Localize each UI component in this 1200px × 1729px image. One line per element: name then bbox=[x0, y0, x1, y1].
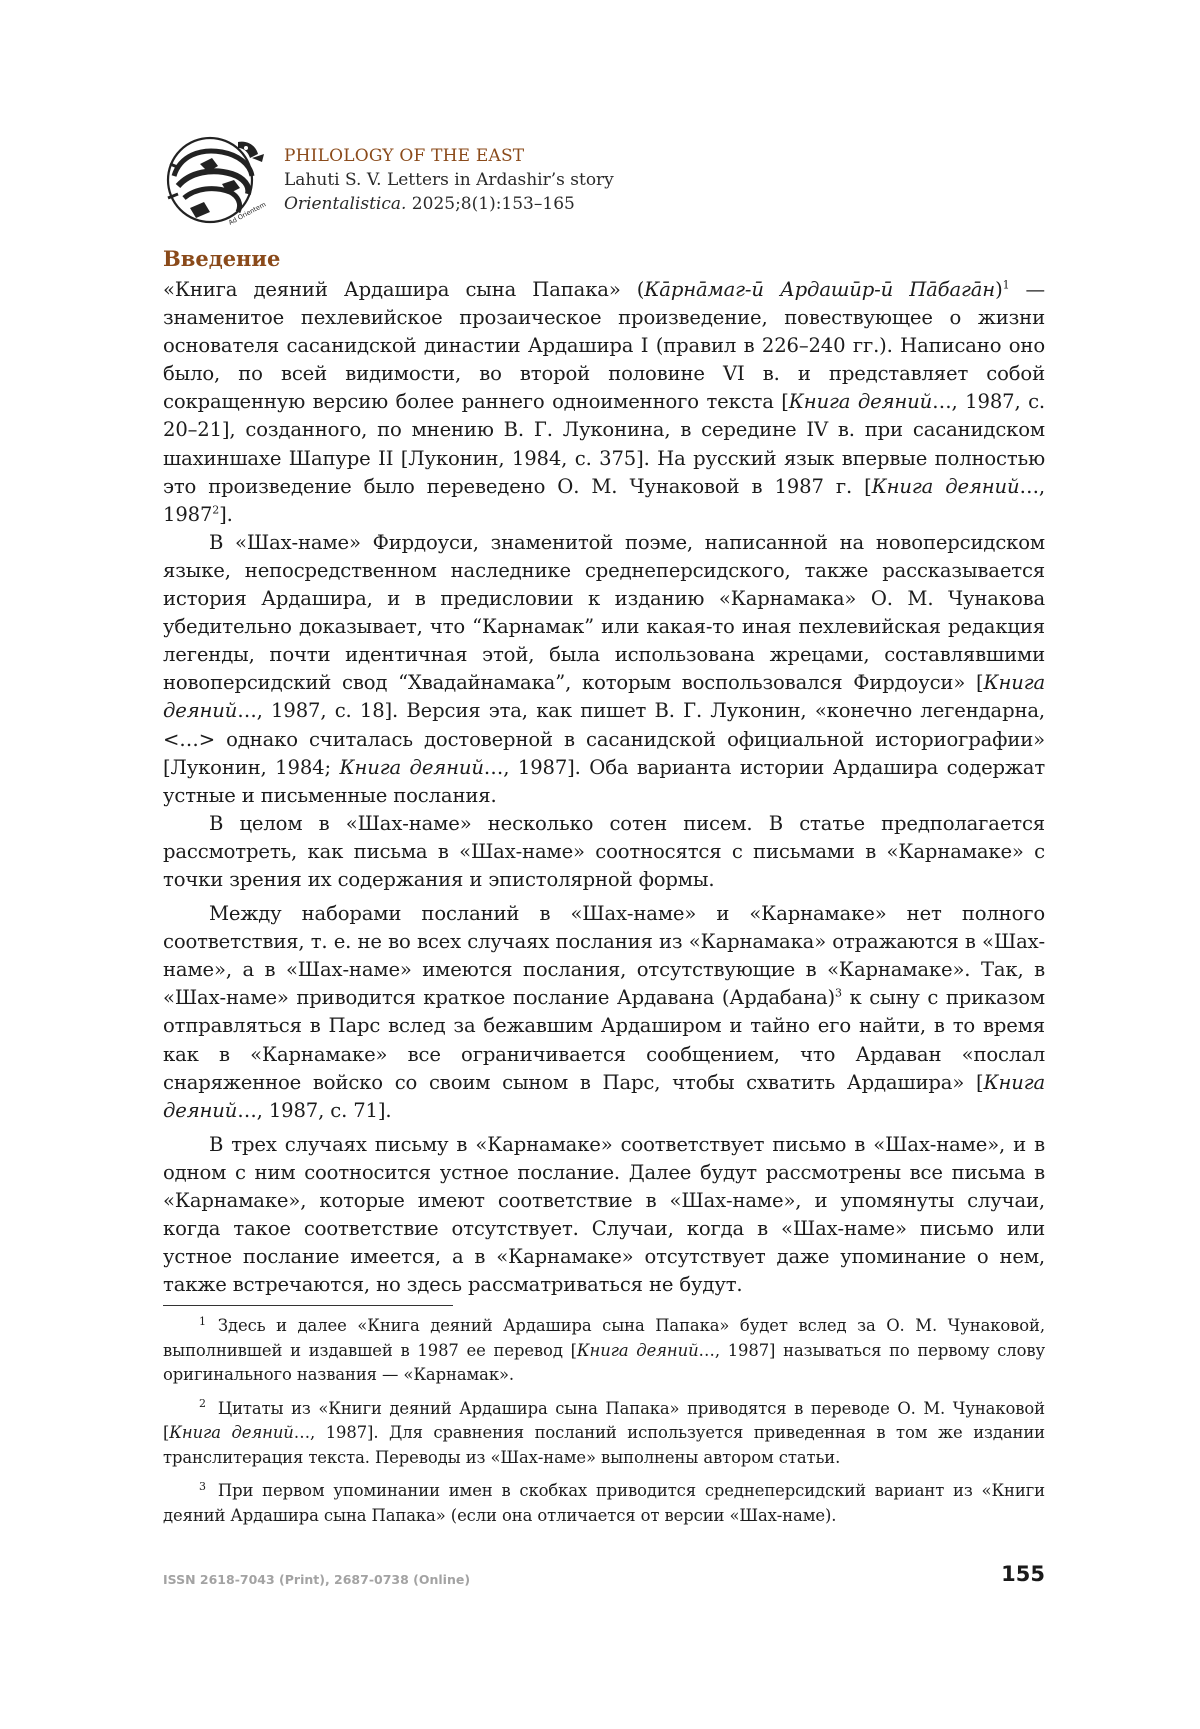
footnotes bbox=[163, 1305, 1045, 1537]
article-body bbox=[163, 244, 1045, 1299]
text-run: …, 1987, с. 20–21], созданного, по мнению В. Г. Луконина, в середине IV в. при сасанидском шахиншахе Шапуре II [Луконин, 1984, с. 375]. На русский язык впервые полностью это произведение было переведено О. М. Чунаковой в 1987 г. [ bbox=[163, 390, 1045, 498]
text-run: …, 1987]. Оба варианта истории Ардашира содержат устные и письменные послания. bbox=[163, 755, 1046, 807]
journal-logo-icon bbox=[160, 128, 268, 228]
italic-citation: Книга деяний bbox=[871, 474, 1020, 498]
footnote-ref-2[interactable]: 2 bbox=[212, 503, 220, 517]
italic-title: Кāрнāмаг-ӣ Ардашӣр-ӣ Пāбагāн bbox=[644, 278, 996, 301]
footnote-ref-1[interactable]: 1 bbox=[1002, 278, 1010, 292]
citation-line bbox=[284, 192, 614, 216]
logo-text: Ad Orientem bbox=[227, 200, 268, 227]
footnote-1 bbox=[163, 1314, 1045, 1388]
text-run: …, 1987, с. 18]. Версия эта, как пишет В. Г. Луконин, «конечно легендарна, <…> однако считалась достоверной в сасанидской официальной историографии» [Луконин, 1984; bbox=[163, 699, 1045, 779]
text-run: В «Шах-наме» Фирдоуси, знаменитой поэме, написанной на новоперсидском языке, непосредственном наследнике среднеперсидского, также рассказывается история Ардашира, и в предисловии к изданию «Карнамака» О. М. Чунакова убедительно доказывает, что “Карнамак” или какая-то иная пехлевийская редакция легенды, почти идентичная этой, была использована жрецами, составлявшими новоперсидский свод “Хвадайнамака”, которым воспользовался Фирдоуси» [ bbox=[163, 530, 1045, 695]
text-run: …, 1987, с. 71]. bbox=[237, 1098, 392, 1122]
paragraph-3: В целом в «Шах-наме» несколько сотен писем. В статье предполагается рассмотреть, как письма в «Шах-наме» соотносятся с письмами в «Карнамаке» с точки зрения их содержания и эпистолярной формы. bbox=[163, 811, 1045, 891]
italic-citation: Книга деяний bbox=[163, 1070, 1045, 1122]
text-run: — знаменитое пехлевийское прозаическое произведение, повествующее о жизни основателя сасанидской династии Ардашира I (правил в 226–240 гг.). Написано оно было, по всей видимости, во второй половине VI в. и представляет собой сокращенную версию более раннего одноименного текста [ bbox=[163, 278, 1045, 414]
footnote-2 bbox=[163, 1397, 1045, 1471]
article-title: Lahuti S. V. Letters in Ardashir’s story bbox=[284, 170, 614, 190]
citation-details: 2025;8(1):153–165 bbox=[406, 194, 575, 214]
footnote-3 bbox=[163, 1479, 1045, 1528]
italic-citation: Книга деяний bbox=[788, 390, 933, 414]
text-run: При первом упоминании имен в скобках приводится среднеперсидский вариант из «Книги деяний Ардашира сына Папака» (если она отличается от версии «Шах-наме). bbox=[163, 1481, 1045, 1525]
text-run: Цитаты из «Книги деяний Ардашира сына Папака» приводятся в переводе О. М. Чунаковой [ bbox=[163, 1398, 1045, 1442]
italic-citation: Книга деяний bbox=[576, 1340, 699, 1360]
page-number: 155 bbox=[1001, 1562, 1045, 1586]
paragraph-2 bbox=[163, 529, 1045, 810]
text-run: …, 1987]. Для сравнения посланий используется приведенная в том же издании транслитерация текста. Переводы из «Шах-наме» выполнены автором статьи. bbox=[163, 1423, 1045, 1467]
issn-line: ISSN 2618-7043 (Print), 2687-0738 (Online) bbox=[163, 1572, 471, 1587]
footnote-number: 2 bbox=[199, 1397, 206, 1411]
footnote-number: 3 bbox=[199, 1479, 206, 1493]
text-run: к сыну с приказом отправляться в Парс вслед за бежавшим Ардаширом и тайно его найти, в то время как в «Карнамаке» все ограничивается сообщением, что Ардаван «послал снаряженное войско со своим сыном в Парс, чтобы схватить Ардашира» [ bbox=[163, 986, 1045, 1094]
text-run: Между наборами посланий в «Шах-наме» и «Карнамаке» нет полного соответствия, т. е. не во всех случаях послания из «Карнамака» отражаются в «Шах-наме», а в «Шах-наме» имеются послания, отсутствующие в «Карнамаке». Так, в «Шах-наме» приводится краткое послание Ардавана (Ардабана) bbox=[163, 902, 1045, 1010]
journal-header bbox=[160, 128, 1060, 228]
italic-citation: Книга деяний bbox=[169, 1423, 294, 1442]
paragraph-1 bbox=[163, 276, 1045, 529]
text-run: ) bbox=[995, 278, 1003, 301]
text-run: …, 1987 bbox=[163, 474, 1045, 526]
journal-name: Orientalistica. bbox=[284, 194, 407, 214]
section-label: PHILOLOGY OF THE EAST bbox=[284, 146, 525, 166]
paragraph-5: В трех случаях письму в «Карнамаке» соответствует письмо в «Шах-наме», и в одном с ним соотносится устное послание. Далее будут рассмотрены все письма в «Карнамаке», которые имеют соответствие в «Шах-наме», и упомянуты случаи, когда такое соответствие отсутствует. Случаи, когда в «Шах-наме» письмо или устное послание имеется, а в «Карнамаке» отсутствует даже упоминание о нем, также встречаются, но здесь рассматриваться не будут. bbox=[163, 1132, 1045, 1297]
section-heading: Введение bbox=[163, 246, 281, 271]
paragraph-4 bbox=[163, 900, 1045, 1125]
header-text bbox=[284, 144, 614, 216]
footnote-number: 1 bbox=[199, 1314, 206, 1328]
text-run: Здесь и далее «Книга деяний Ардашира сына Папака» будет вслед за О. М. Чунаковой, выполнившей и издавшей в 1987 ее перевод [ bbox=[163, 1316, 1045, 1360]
footnote-ref-3[interactable]: 3 bbox=[835, 986, 842, 1000]
text-run: ]. bbox=[219, 502, 233, 526]
footnote-divider bbox=[163, 1305, 453, 1306]
italic-citation: Книга деяний bbox=[339, 755, 484, 779]
text-run: «Книга деяний Ардашира сына Папака» ( bbox=[163, 278, 645, 301]
italic-citation: Книга деяний bbox=[163, 671, 1045, 723]
text-run: …, 1987] называться по первому слову оригинального названия — «Карнамак». bbox=[163, 1340, 1046, 1384]
